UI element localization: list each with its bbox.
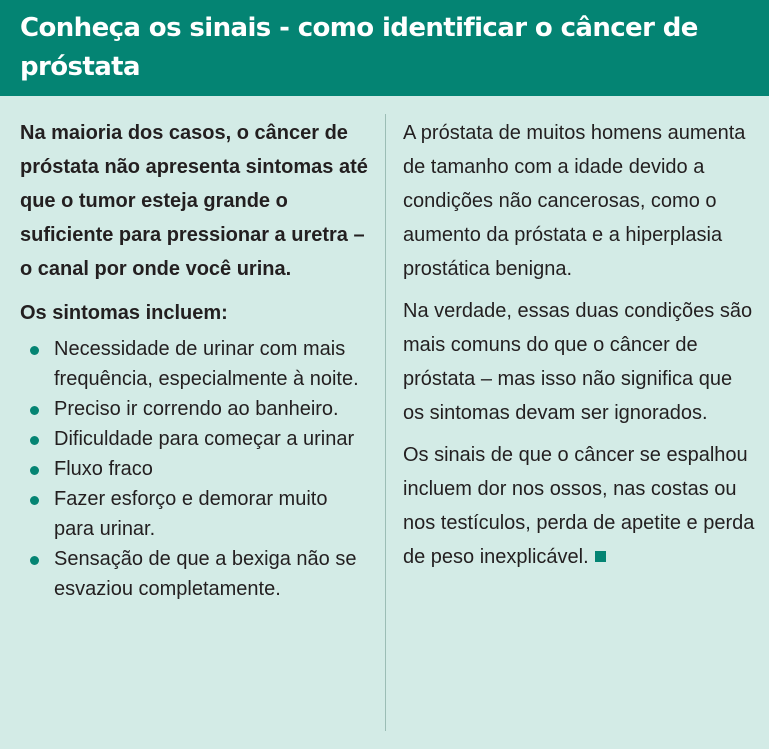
list-item [20, 334, 372, 394]
symptom-text: Fluxo fraco [54, 458, 153, 480]
symptoms-heading: Os sintomas incluem: [20, 302, 228, 324]
intro-paragraph: Na maioria dos casos, o câncer de próstata não apresenta sintomas até que o tumor esteja grande o suficiente para pressionar a uretra – o canal por onde você urina. [20, 122, 368, 280]
page-title: Conheça os sinais - como identificar o câncer de próstata [20, 13, 698, 82]
header-banner [0, 0, 769, 96]
list-item [20, 544, 372, 604]
column-divider [385, 114, 386, 731]
content-columns [0, 96, 769, 749]
symptoms-list [20, 334, 372, 604]
bullet-dot-icon [30, 466, 39, 475]
symptom-text: Dificuldade para começar a urinar [54, 428, 355, 450]
list-item [20, 484, 372, 544]
symptom-text: Sensação de que a bexiga não se esvaziou completamente. [54, 548, 357, 600]
body-paragraph [403, 116, 755, 286]
left-column [20, 116, 372, 604]
bullet-dot-icon [30, 406, 39, 415]
list-item [20, 394, 372, 424]
paragraph-text: Na verdade, essas duas condições são mais comuns do que o câncer de próstata – mas isso não significa que os sintomas devam ser ignorados. [403, 300, 753, 424]
bullet-dot-icon [30, 496, 39, 505]
bullet-dot-icon [30, 556, 39, 565]
body-paragraph [403, 294, 755, 430]
bullet-dot-icon [30, 346, 39, 355]
right-column [403, 116, 755, 582]
paragraph-text: Os sinais de que o câncer se espalhou incluem dor nos ossos, nas costas ou nos testículos, perda de apetite e perda de peso inexplicável. [403, 444, 755, 568]
list-item [20, 454, 372, 484]
end-of-article-square-icon [595, 551, 606, 562]
symptom-text: Preciso ir correndo ao banheiro. [54, 398, 339, 420]
symptom-text: Necessidade de urinar com mais frequência, especialmente à noite. [54, 338, 359, 390]
list-item [20, 424, 372, 454]
symptom-text: Fazer esforço e demorar muito para urinar. [54, 488, 328, 540]
bullet-dot-icon [30, 436, 39, 445]
paragraph-text: A próstata de muitos homens aumenta de tamanho com a idade devido a condições não cancerosas, como o aumento da próstata e a hiperplasia prostática benigna. [403, 122, 746, 280]
body-paragraph [403, 438, 755, 574]
